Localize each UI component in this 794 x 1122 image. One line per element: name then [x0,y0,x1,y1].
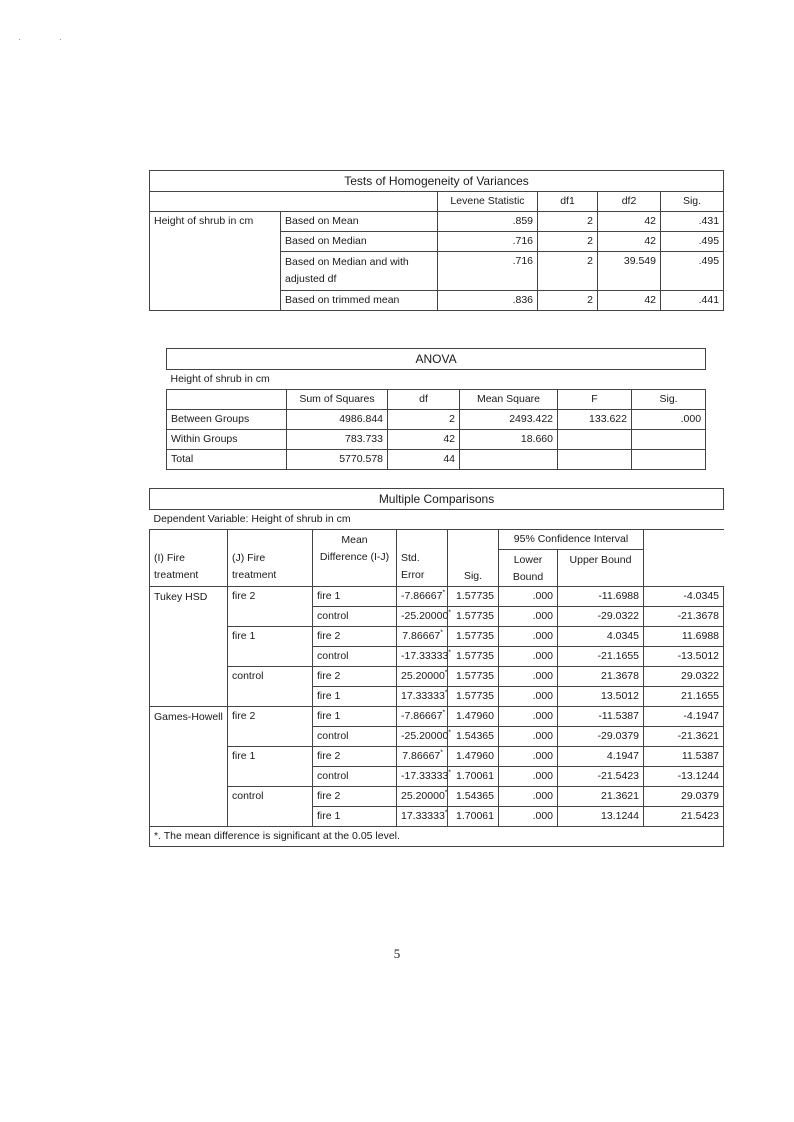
mean-difference-cell [397,607,452,627]
upper-bound-value: -4.0345 [644,587,724,607]
mean-difference-value: -25.20000 [401,610,449,622]
mean-difference-value: 7.86667 [402,750,441,762]
lower-bound-value: 21.3678 [558,667,644,687]
header-levene: Levene Statistic [438,192,538,212]
lower-bound-value: -29.0322 [558,607,644,627]
homogeneity-corner [150,192,438,212]
table-row [167,430,706,450]
anova-variable: Height of shrub in cm [167,370,706,390]
std-error-value: 1.54365 [448,727,499,747]
upper-bound-value: -21.3678 [644,607,724,627]
std-error-value: 1.70061 [448,807,499,827]
ss-value: 4986.844 [287,410,388,430]
sig-value: .000 [499,727,558,747]
lower-bound-value: -11.5387 [558,707,644,727]
df1-value: 2 [538,212,598,232]
j-group-label: fire 2 [313,667,397,687]
header-sig: Sig. [632,390,706,410]
mean-difference-cell [397,767,452,787]
upper-bound-value: 11.6988 [644,627,724,647]
j-group-label: fire 2 [313,627,397,647]
mean-difference-value: -17.33333 [401,650,449,662]
df-value: 2 [388,410,460,430]
significance-star: * [448,729,452,737]
multiple-comparisons-table [149,488,724,847]
sig-value: .000 [499,807,558,827]
sig-value: .000 [499,627,558,647]
significance-star: * [448,769,452,777]
homogeneity-title: Tests of Homogeneity of Variances [150,171,724,192]
j-group-label: fire 1 [313,707,397,727]
i-group-label: fire 2 [228,707,313,747]
std-error-value: 1.57735 [448,687,499,707]
f-value [558,430,632,450]
table-row [150,787,724,807]
significance-star: * [442,709,446,717]
sig-value: .000 [499,687,558,707]
table-row [167,410,706,430]
mean-difference-cell [397,587,448,607]
sig-value [632,430,706,450]
mean-difference-value: -17.33333 [401,770,449,782]
mean-difference-value: 7.86667 [402,630,441,642]
mean-difference-cell [397,707,448,727]
upper-bound-value: 29.0379 [644,787,724,807]
significance-star: * [448,609,452,617]
header-df: df [388,390,460,410]
mean-difference-cell [397,627,448,647]
sig-value [632,450,706,470]
lower-bound-value: 13.1244 [558,807,644,827]
row-label: Based on Median and with adjusted df [281,252,438,291]
df2-value: 42 [598,291,661,311]
sig-value: .495 [661,252,724,291]
j-group-label: control [313,647,397,667]
row-label: Total [167,450,287,470]
lower-bound-value: -21.5423 [558,767,644,787]
mean-difference-value: -25.20000 [401,730,449,742]
lower-bound-value: 4.1947 [558,747,644,767]
df1-value: 2 [538,252,598,291]
homogeneity-table [149,170,724,311]
table-row [150,627,724,647]
sig-value: .000 [499,647,558,667]
levene-value: .716 [438,232,538,252]
upper-bound-value: 11.5387 [644,747,724,767]
mc-body [150,587,724,827]
row-label: Based on Mean [281,212,438,232]
upper-bound-value: 21.5423 [644,807,724,827]
anova-table [166,348,706,470]
header-mean-diff: Mean Difference (I-J) [313,530,397,587]
j-group-label: control [313,767,397,787]
levene-value: .859 [438,212,538,232]
header-sig: Sig. [448,530,499,587]
mean-difference-value: 25.20000 [401,790,445,802]
significance-star: * [448,649,452,657]
j-group-label: control [313,607,397,627]
row-label: Based on trimmed mean [281,291,438,311]
j-group-label: fire 1 [313,587,397,607]
row-label: Based on Median [281,232,438,252]
header-sig: Sig. [661,192,724,212]
row-label: Between Groups [167,410,287,430]
mc-footnote: *. The mean difference is significant at the 0.05 level. [150,827,724,847]
sig-value: .000 [499,667,558,687]
header-blank [644,530,724,587]
upper-bound-value: -4.1947 [644,707,724,727]
df1-value: 2 [538,232,598,252]
mean-difference-cell [397,647,452,667]
sig-value: .000 [499,607,558,627]
sig-value: .000 [499,787,558,807]
header-lower: Lower Bound [499,550,558,587]
significance-star: * [444,689,448,697]
df-value: 44 [388,450,460,470]
sig-value: .000 [499,587,558,607]
header-df2: df2 [598,192,661,212]
header-upper: Upper Bound [558,550,644,587]
ss-value: 5770.578 [287,450,388,470]
table-row [150,667,724,687]
table-row [150,587,724,607]
std-error-value: 1.57735 [448,667,499,687]
ms-value: 2493.422 [460,410,558,430]
lower-bound-value: 4.0345 [558,627,644,647]
j-group-label: fire 2 [313,787,397,807]
header-j-fire: (J) Fire treatment [228,530,313,587]
header-ss: Sum of Squares [287,390,388,410]
mean-difference-cell [397,787,448,807]
anova-corner [167,390,287,410]
lower-bound-value: -11.6988 [558,587,644,607]
method-label: Games-Howell [150,707,228,827]
significance-star: * [444,669,448,677]
table-row [150,747,724,767]
i-group-label: fire 1 [228,747,313,787]
lower-bound-value: -21.1655 [558,647,644,667]
mean-difference-value: 25.20000 [401,670,445,682]
sig-value: .000 [499,747,558,767]
significance-star: * [440,749,443,757]
mc-title: Multiple Comparisons [150,489,724,510]
std-error-value: 1.54365 [448,787,499,807]
header-ci: 95% Confidence Interval [499,530,644,550]
lower-bound-value: -29.0379 [558,727,644,747]
ms-value [460,450,558,470]
std-error-value: 1.47960 [448,707,499,727]
ms-value: 18.660 [460,430,558,450]
significance-star: * [440,629,443,637]
std-error-value: 1.57735 [448,607,499,627]
header-i-fire: (I) Fire treatment [150,530,228,587]
sig-value: .441 [661,291,724,311]
variable-label: Height of shrub in cm [150,212,281,311]
j-group-label: fire 2 [313,747,397,767]
f-value [558,450,632,470]
mean-difference-value: -7.86667 [401,590,443,602]
upper-bound-value: -21.3621 [644,727,724,747]
header-df1: df1 [538,192,598,212]
j-group-label: fire 1 [313,807,397,827]
row-label: Within Groups [167,430,287,450]
df2-value: 39.549 [598,252,661,291]
std-error-value: 1.57735 [448,627,499,647]
levene-value: .836 [438,291,538,311]
anova-title: ANOVA [167,349,706,370]
table-row [150,707,724,727]
sig-value: .431 [661,212,724,232]
mean-difference-cell [397,727,452,747]
sig-value: .495 [661,232,724,252]
df1-value: 2 [538,291,598,311]
j-group-label: fire 1 [313,687,397,707]
df-value: 42 [388,430,460,450]
std-error-value: 1.70061 [448,767,499,787]
method-label: Tukey HSD [150,587,228,707]
significance-star: * [442,589,446,597]
f-value: 133.622 [558,410,632,430]
header-f: F [558,390,632,410]
mean-difference-cell [397,667,448,687]
ss-value: 783.733 [287,430,388,450]
upper-bound-value: 29.0322 [644,667,724,687]
std-error-value: 1.57735 [448,647,499,667]
j-group-label: control [313,727,397,747]
significance-star: * [444,789,448,797]
i-group-label: control [228,787,313,827]
upper-bound-value: 21.1655 [644,687,724,707]
mean-difference-value: 17.33333 [401,690,445,702]
std-error-value: 1.47960 [448,747,499,767]
i-group-label: control [228,667,313,707]
df2-value: 42 [598,232,661,252]
lower-bound-value: 21.3621 [558,787,644,807]
upper-bound-value: -13.1244 [644,767,724,787]
header-std-error: Std. Error [397,530,448,587]
lower-bound-value: 13.5012 [558,687,644,707]
df2-value: 42 [598,212,661,232]
scan-mark: · · [18,34,64,44]
sig-value: .000 [499,707,558,727]
sig-value: .000 [632,410,706,430]
std-error-value: 1.57735 [448,587,499,607]
levene-value: .716 [438,252,538,291]
upper-bound-value: -13.5012 [644,647,724,667]
mean-difference-cell [397,687,448,707]
header-ms: Mean Square [460,390,558,410]
mean-difference-value: 17.33333 [401,810,445,822]
table-row [167,450,706,470]
mean-difference-cell [397,807,448,827]
page-number: 5 [393,946,401,961]
table-row [150,212,724,232]
i-group-label: fire 1 [228,627,313,667]
i-group-label: fire 2 [228,587,313,627]
mean-difference-value: -7.86667 [401,710,443,722]
significance-star: * [444,809,448,817]
mc-dependent-variable: Dependent Variable: Height of shrub in cm [150,510,724,530]
mean-difference-cell [397,747,448,767]
sig-value: .000 [499,767,558,787]
